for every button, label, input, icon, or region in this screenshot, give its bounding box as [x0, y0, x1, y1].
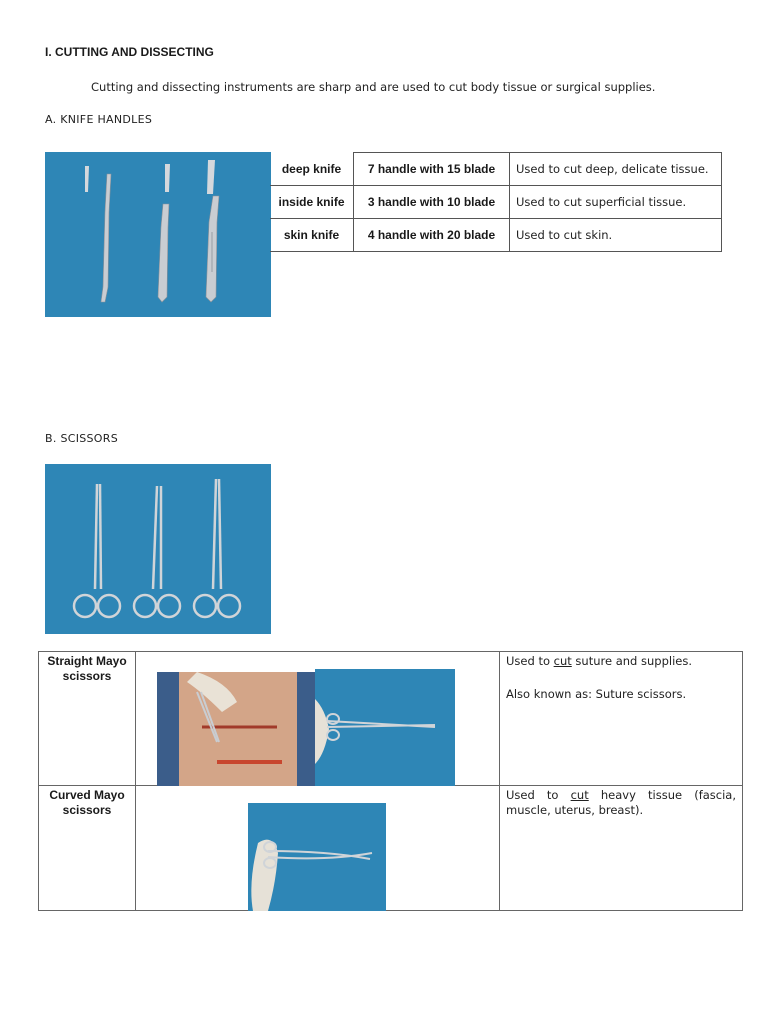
knife-handles-table — [270, 152, 722, 252]
knife-handle: 3 handle with 10 blade — [354, 186, 510, 219]
use-suffix: suture and supplies. — [571, 654, 692, 668]
knife-use: Used to cut superficial tissue. — [510, 186, 722, 219]
scissors-photo — [45, 464, 271, 634]
knife-use: Used to cut deep, delicate tissue. — [510, 153, 722, 186]
knife-handles-subheading: A. KNIFE HANDLES — [45, 113, 153, 126]
knife-handles-photo — [45, 152, 271, 317]
scissors-name: Straight Mayo scissors — [39, 652, 136, 786]
knife-name: inside knife — [270, 186, 354, 219]
table-row — [39, 786, 743, 911]
scissors-aka: Also known as: Suture scissors. — [506, 687, 687, 701]
table-row — [39, 652, 743, 786]
use-underlined-word: cut — [570, 788, 589, 802]
table-row — [270, 153, 722, 186]
use-prefix: Used to — [506, 654, 554, 668]
scissors-table — [38, 651, 743, 911]
section-heading: I. CUTTING AND DISSECTING — [45, 45, 214, 59]
use-suffix: heavy tissue (fascia, muscle, uterus, breast). — [506, 788, 737, 817]
knife-name: deep knife — [270, 153, 354, 186]
knife-handle: 7 handle with 15 blade — [354, 153, 510, 186]
scissors-description — [500, 786, 743, 911]
use-prefix: Used to — [506, 788, 571, 802]
use-underlined-word: cut — [553, 654, 572, 668]
table-row — [270, 219, 722, 252]
scissors-description — [500, 652, 743, 786]
scissors-subheading: B. SCISSORS — [45, 432, 118, 445]
incision-photo — [157, 672, 315, 786]
scissors-name: Curved Mayo scissors — [39, 786, 136, 911]
intro-paragraph: Cutting and dissecting instruments are sharp and are used to cut body tissue or surgical supplies. — [91, 80, 656, 94]
knife-use: Used to cut skin. — [510, 219, 722, 252]
knife-name: skin knife — [270, 219, 354, 252]
curved-mayo-photo — [248, 803, 386, 911]
table-row — [270, 186, 722, 219]
scissors-images-cell — [136, 652, 500, 786]
straight-mayo-photo — [315, 669, 455, 786]
scissors-use — [506, 654, 736, 669]
knife-handle: 4 handle with 20 blade — [354, 219, 510, 252]
scissors-images-cell — [136, 786, 500, 911]
